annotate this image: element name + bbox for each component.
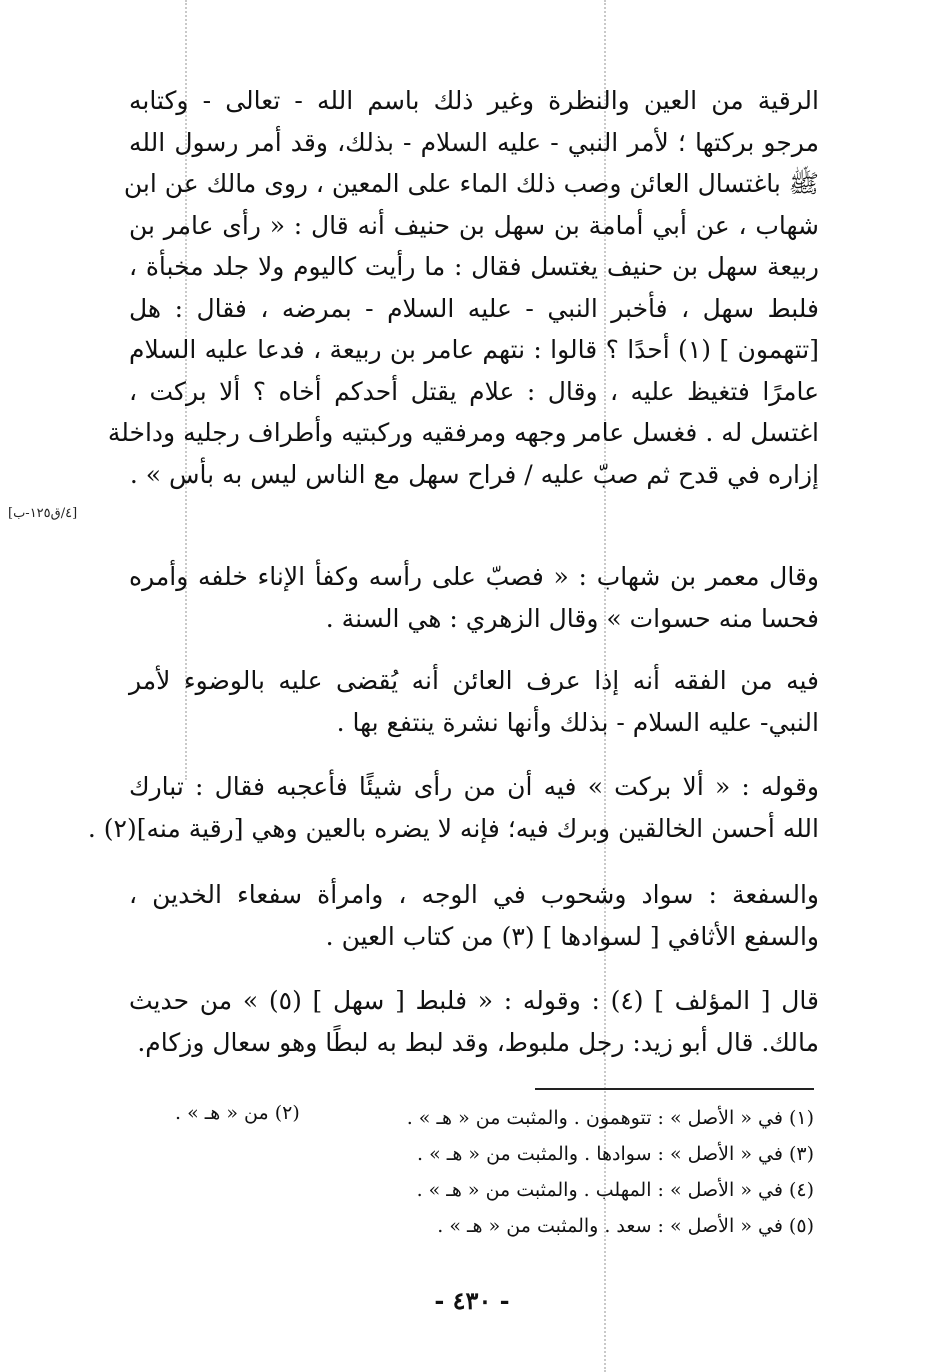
footnote: (٣) في « الأصل » : سوادها . والمثبت من « هـ » . [417,1143,814,1165]
manuscript-folio-marker: [٤/ق١٢٥-ب] [8,506,78,521]
footnote: (٥) في « الأصل » : سعد . والمثبت من « هـ » . [437,1215,814,1237]
text-line: الرقية من العين والنظرة وغير ذلك باسم الله - تعالى - وكتابه [129,86,819,115]
text-line: ربيعة سهل بن حنيف يغتسل فقال : ما رأيت كاليوم ولا جلد مخبأة ، [129,252,819,281]
footnote: (٢) من « هـ » . [175,1102,300,1124]
text-line: شهاب ، عن أبي أمامة بن سهل بن حنيف أنه قال : « رأى عامر بن [129,210,819,240]
text-line: وقوله : « ألا بركت » فيه أن من رأى شيئًا فأعجبه فقال : تبارك [129,772,819,801]
paragraph-3 [129,660,819,743]
text-line: عامرًا فتغيظ عليه ، وقال : علام يقتل أحدكم أخاه ؟ ألا بركت ، [129,376,819,406]
paragraph-1 [107,80,819,495]
footnote: (١) في « الأصل » : تتوهمون . والمثبت من « هـ » . [406,1107,814,1129]
text-line: والسفع الأثافي [ لسوادها ] (٣) من كتاب العين . [325,921,819,951]
text-line: فلبط سهل ، فأخبر النبي - عليه السلام - بمرضه ، فقال : هل [129,293,819,323]
text-line: ﷺ باغتسال العائن وصب ذلك الماء على المعين ، روى مالك عن ابن [123,169,819,198]
text-line: مرجو بركتها ؛ لأمر النبي - عليه السلام - بذلك، وقد أمر رسول الله [129,127,819,157]
paragraph-6 [129,980,819,1063]
text-line: والسفعة : سواد وشحوب في الوجه ، وامرأة سفعاء الخدين ، [129,880,819,909]
paragraph-5 [129,874,819,957]
text-line: مالك. قال أبو زيد: رجل ملبوط، وقد لبط به لبطًا وهو سعال وزكام. [137,1027,819,1057]
footnote-separator [535,1088,814,1090]
paragraph-2 [129,556,819,639]
page-number: - ٤٣٠ - [434,1286,510,1315]
text-line: قال [ المؤلف ] (٤) : وقوله : « فلبط [ سهل ] (٥) » من حديث [129,986,819,1015]
paragraph-4 [87,766,819,849]
footnote: (٤) في « الأصل » : المهلب . والمثبت من « هـ » . [416,1179,814,1201]
text-line: [تتهمون ] (١) أحدًا ؟ قالوا : نتهم عامر بن ربيعة ، فدعا عليه السلام [129,335,819,364]
text-line: فحسا منه حسوات » وقال الزهري : هي السنة . [325,603,819,633]
text-line: فيه من الفقه أنه إذا عرف العائن أنه يُقضى عليه بالوضوء لأمر [129,666,819,695]
text-line: وقال معمر بن شهاب : « فصبّ على رأسه وكفأ الإناء خلفه وأمره [129,562,819,591]
text-line: النبي- عليه السلام - بذلك وأنها نشرة ينتفع بها . [336,707,819,737]
text-line: إزاره في قدح ثم صبّ عليه / فراح سهل مع الناس ليس به بأس » . [129,459,819,489]
text-line: اغتسل له . فغسل عامر وجهه ومرفقيه وركبتيه وأطراف رجليه وداخلة [107,418,819,447]
text-line: الله أحسن الخالقين وبرك فيه؛ فإنه لا يضره بالعين وهي [رقية منه](٢) . [87,813,819,843]
